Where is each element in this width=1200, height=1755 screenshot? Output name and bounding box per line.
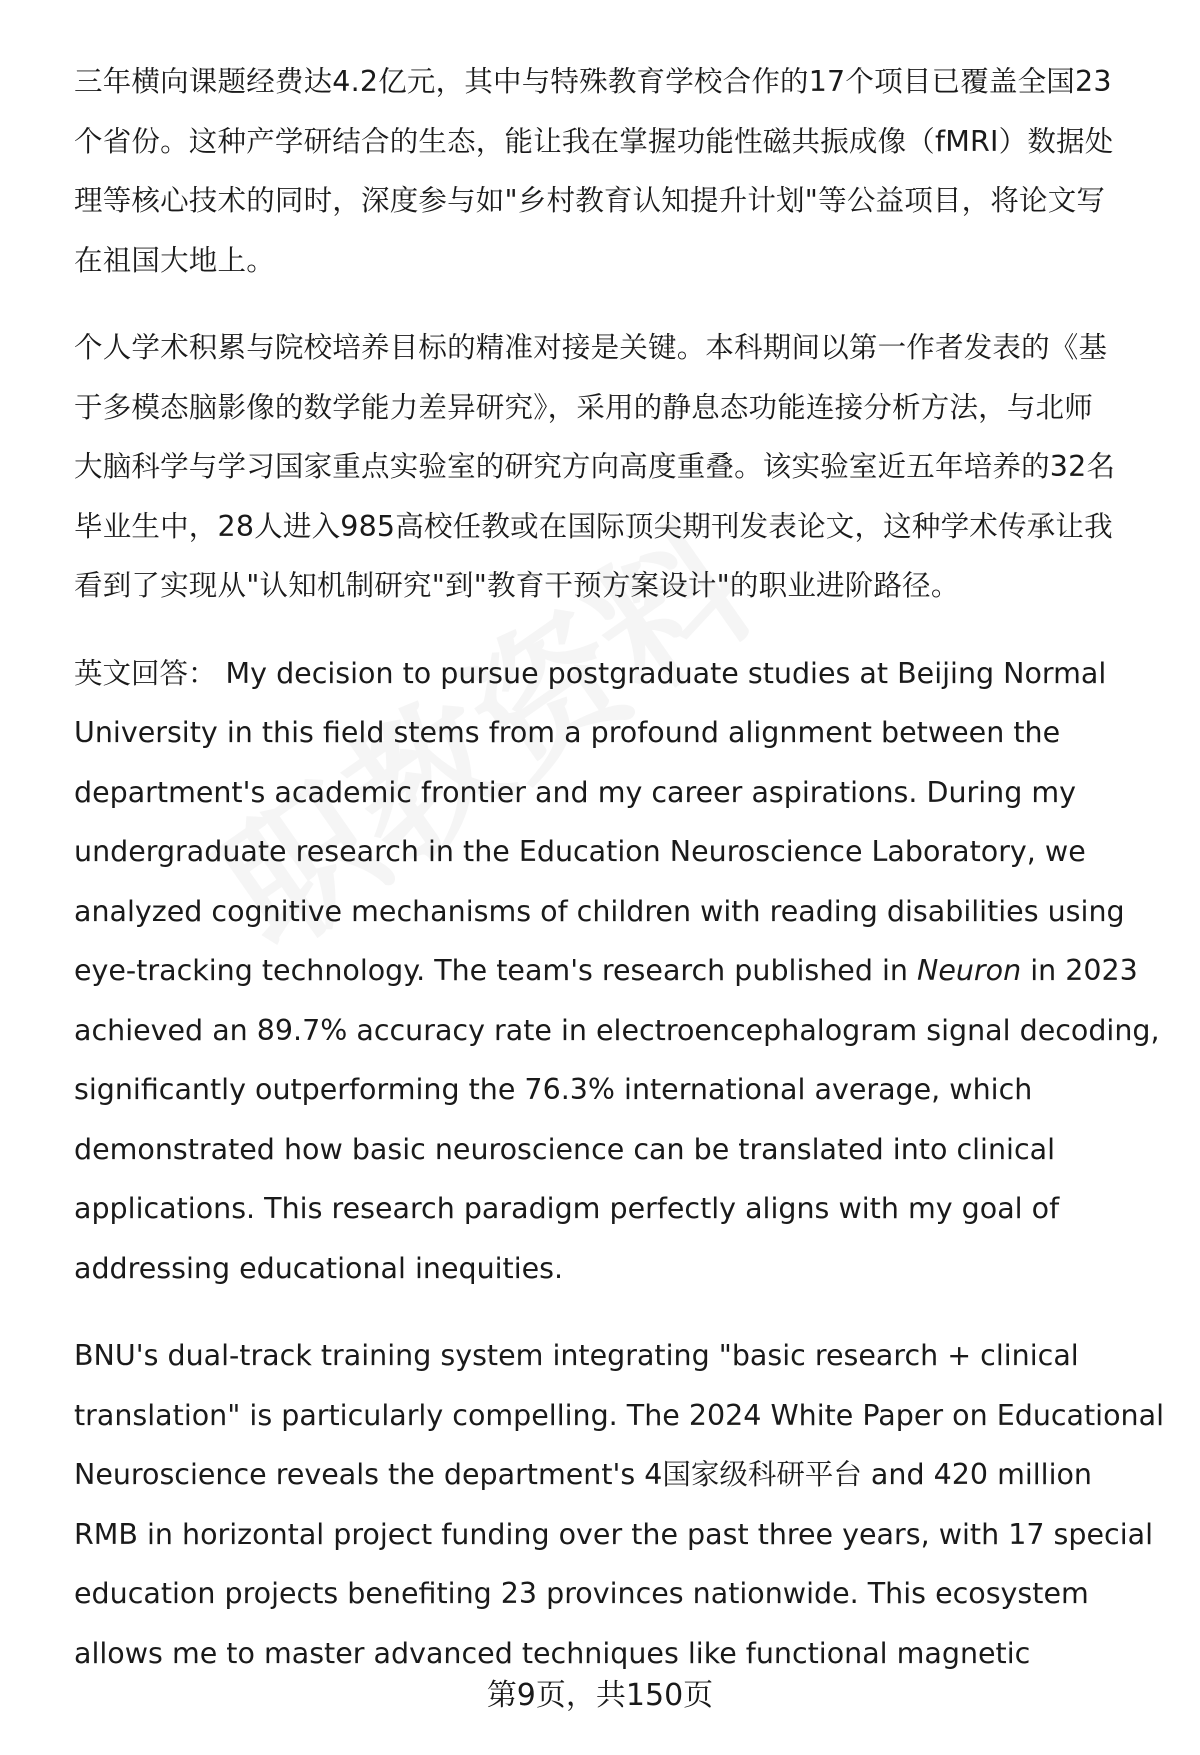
text-line: addressing educational inequities. [74, 1251, 564, 1285]
paragraph-2 [74, 318, 1164, 616]
text-line: RMB in horizontal project funding over the past three years, with 17 special [74, 1517, 1153, 1551]
text-line: translation" is particularly compelling. The 2024 White Paper on Educational [74, 1398, 1164, 1432]
text-segment: in 2023 [1021, 954, 1138, 987]
paragraph-1 [74, 52, 1164, 290]
text-line: University in this field stems from a profound alignment between the [74, 716, 1061, 749]
text-line: undergraduate research in the Education Neuroscience Laboratory, we [74, 835, 1086, 868]
text-line: demonstrated how basic neuroscience can be translated into clinical [74, 1132, 1055, 1166]
text-line: 在祖国大地上。 [74, 243, 275, 277]
text-line: 于多模态脑影像的数学能力差异研究》，采用的静息态功能连接分析方法，与北师 [74, 390, 1093, 424]
text-line: Neuroscience reveals the department's 4国家级科研平台 and 420 million [74, 1458, 1092, 1491]
text-line: 看到了实现从"认知机制研究"到"教育干预方案设计"的职业进阶路径。 [74, 569, 960, 602]
text-line: analyzed cognitive mechanisms of children with reading disabilities using [74, 894, 1125, 928]
text-line: education projects benefiting 23 provinces nationwide. This ecosystem [74, 1577, 1089, 1610]
text-line: allows me to master advanced techniques like functional magnetic [74, 1636, 1031, 1670]
text-line [74, 941, 1164, 1001]
text-line: department's academic frontier and my career aspirations. During my [74, 775, 1076, 809]
text-line: 毕业生中，28人进入985高校任教或在国际顶尖期刊发表论文，这种学术传承让我 [74, 509, 1113, 543]
paragraph-4 [74, 1326, 1164, 1683]
text-line: 个人学术积累与院校培养目标的精准对接是关键。本科期间以第一作者发表的《基 [74, 331, 1108, 364]
document-body [74, 52, 1164, 1711]
text-segment: eye-tracking technology. The team's research published in [74, 954, 918, 987]
text-line: 三年横向课题经费达4.2亿元，其中与特殊教育学校合作的17个项目已覆盖全国23 [74, 65, 1112, 98]
text-line: 个省份。这种产学研结合的生态，能让我在掌握功能性磁共振成像（fMRI）数据处 [74, 124, 1114, 158]
paragraph-3-english-answer [74, 644, 1164, 1299]
text-line: significantly outperforming the 76.3% international average, which [74, 1073, 1033, 1106]
journal-name: Neuron [917, 954, 1022, 987]
text-line: 大脑科学与学习国家重点实验室的研究方向高度重叠。该实验室近五年培养的32名 [74, 450, 1116, 483]
text-line: applications. This research paradigm perfectly aligns with my goal of [74, 1192, 1060, 1225]
page-footer: 第9页，共150页 [486, 1678, 714, 1713]
text-line: BNU's dual-track training system integrating "basic research + clinical [74, 1339, 1079, 1372]
text-line: 理等核心技术的同时，深度参与如"乡村教育认知提升计划"等公益项目，将论文写 [74, 184, 1106, 217]
text-line: 英文回答： My decision to pursue postgraduate studies at Beijing Normal [74, 656, 1107, 690]
text-line: achieved an 89.7% accuracy rate in electroencephalogram signal decoding, [74, 1013, 1160, 1047]
